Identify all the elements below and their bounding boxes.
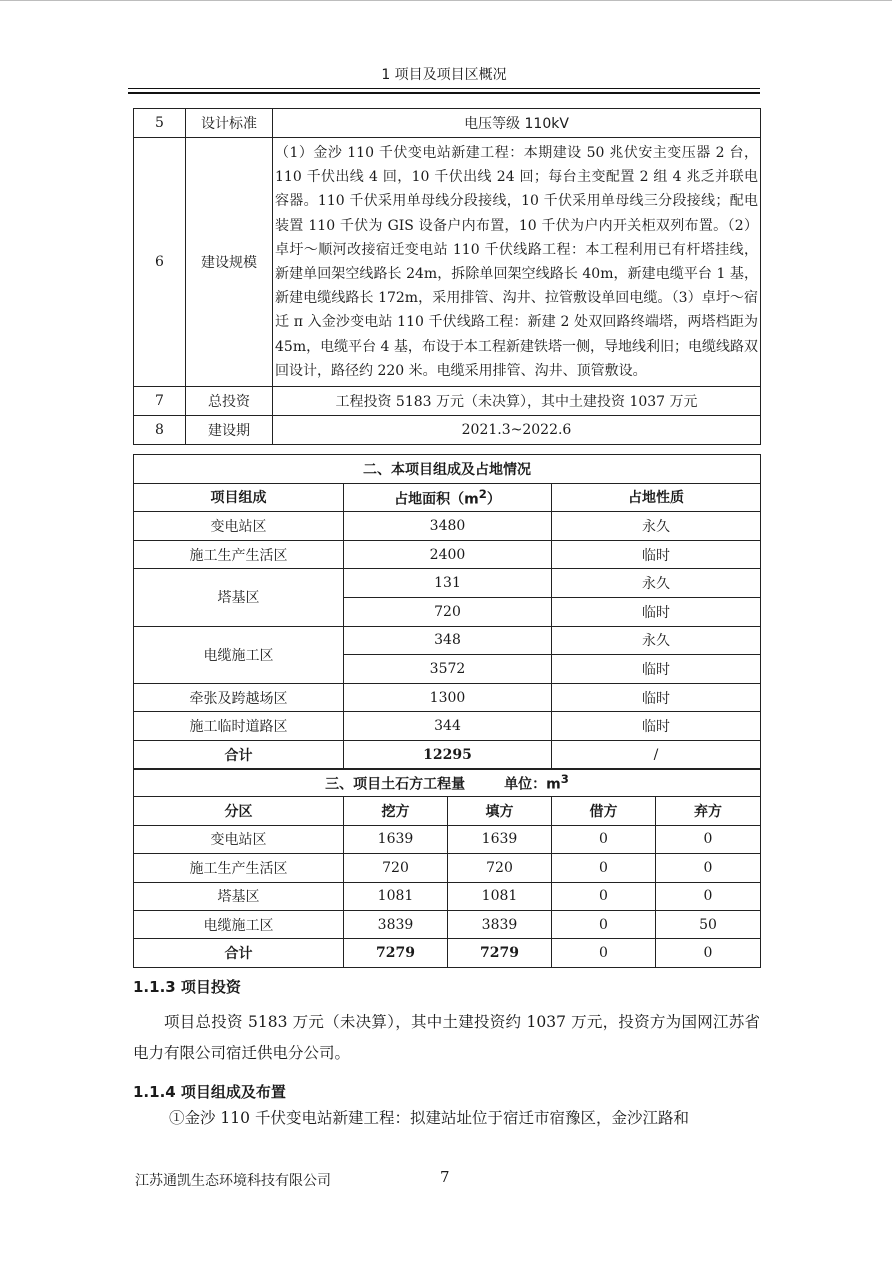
fill-value: 3839 xyxy=(448,910,552,938)
table-row xyxy=(134,825,761,853)
column-header-area xyxy=(344,483,552,512)
nature-value: 永久 xyxy=(552,626,761,655)
section-title: 二、本项目组成及占地情况 xyxy=(134,455,761,484)
zone-name: 施工生产生活区 xyxy=(134,854,344,882)
page-number: 7 xyxy=(440,1168,450,1186)
component-name: 施工临时道路区 xyxy=(134,712,344,741)
construction-scale-text: （1）金沙 110 千伏变电站新建工程：本期建设 50 兆伏安主变压器 2 台，110 千伏出线 4 回，10 千伏出线 24 回；每台主变配置 2 组 4 兆乏并联电容器。110 千伏采用单母线分段接线，10 千伏采用单母线三分段接线；配电装置 110 千伏为 GIS 设备户内布置，10 千伏为户内开关柜双列布置。（2）卓圩～顺河改接宿迁变电站 110 千伏线路工程：本工程利用已有杆塔挂线，新建单回架空线路长 24m，拆除单回架空线路长 40m，新建电缆平台 1 基，新建电缆线路长 172m，采用排管、沟井、拉管敷设单回电缆。（3）卓圩～宿迁 π 入金沙变电站 110 千伏线路工程：新建 2 处双回路终端塔，两塔档距为 45m，电缆平台 4 基，布设于本工程新建铁塔一侧，导地线利旧；电缆线路双回设计，路径约 220 米。电缆采用排管、沟井、顶管敷设。 xyxy=(273,138,761,387)
nature-value: 永久 xyxy=(552,569,761,598)
table-row xyxy=(134,626,761,655)
excavation-value: 3839 xyxy=(344,910,448,938)
excavation-value: 1081 xyxy=(344,882,448,910)
row-number: 7 xyxy=(134,387,186,416)
header-rule-thin xyxy=(128,88,760,89)
earthwork-title: 三、项目土石方工程量 xyxy=(325,776,466,793)
table-row xyxy=(134,109,761,138)
fill-total: 7279 xyxy=(448,939,552,967)
land-use-table xyxy=(133,454,761,770)
table-row xyxy=(134,910,761,938)
section-heading-1-1-4: 1.1.4 项目组成及布置 xyxy=(133,1083,286,1101)
row-label: 设计标准 xyxy=(186,109,273,138)
area-value: 2400 xyxy=(344,540,552,569)
component-name: 牵张及跨越场区 xyxy=(134,683,344,712)
table-row xyxy=(134,138,761,387)
investment-paragraph: 项目总投资 5183 万元（未决算），其中土建投资约 1037 万元，投资方为国网江苏省电力有限公司宿迁供电分公司。 xyxy=(133,1013,760,1062)
fill-value: 1639 xyxy=(448,825,552,853)
section-header-row xyxy=(134,769,761,797)
waste-value: 0 xyxy=(656,882,761,910)
table-row xyxy=(134,854,761,882)
area-value: 720 xyxy=(344,597,552,626)
row-number: 8 xyxy=(134,416,186,445)
section-title xyxy=(134,769,761,797)
project-basic-info-table xyxy=(133,108,761,445)
zone-name: 变电站区 xyxy=(134,825,344,853)
table-row xyxy=(134,540,761,569)
earthwork-table xyxy=(133,768,761,968)
unit-superscript: 3 xyxy=(560,771,569,786)
nature-value: 临时 xyxy=(552,540,761,569)
borrow-total: 0 xyxy=(552,939,656,967)
row-value: 电压等级 110kV xyxy=(273,109,761,138)
component-name: 施工生产生活区 xyxy=(134,540,344,569)
table-row xyxy=(134,416,761,445)
zone-name: 塔基区 xyxy=(134,882,344,910)
area-value: 348 xyxy=(344,626,552,655)
column-header-nature: 占地性质 xyxy=(552,483,761,512)
row-value: 工程投资 5183 万元（未决算），其中土建投资 1037 万元 xyxy=(273,387,761,416)
layout-paragraph: ①金沙 110 千伏变电站新建工程：拟建站址位于宿迁市宿豫区，金沙江路和 xyxy=(169,1109,689,1127)
component-name: 变电站区 xyxy=(134,512,344,541)
table-row xyxy=(134,512,761,541)
unit-label: 单位：m xyxy=(504,776,561,793)
table-row xyxy=(134,387,761,416)
column-header-row xyxy=(134,483,761,512)
excavation-value: 1639 xyxy=(344,825,448,853)
component-name: 电缆施工区 xyxy=(134,626,344,683)
column-header-waste: 弃方 xyxy=(656,797,761,825)
nature-value: 临时 xyxy=(552,712,761,741)
fill-value: 720 xyxy=(448,854,552,882)
waste-value: 50 xyxy=(656,910,761,938)
row-label: 总投资 xyxy=(186,387,273,416)
row-label: 建设规模 xyxy=(186,138,273,387)
section-heading-1-1-3: 1.1.3 项目投资 xyxy=(133,978,241,996)
waste-total: 0 xyxy=(656,939,761,967)
waste-value: 0 xyxy=(656,825,761,853)
header-rule-thick xyxy=(128,92,760,94)
zone-name: 电缆施工区 xyxy=(134,910,344,938)
borrow-value: 0 xyxy=(552,854,656,882)
footer-company: 江苏通凯生态环境科技有限公司 xyxy=(135,1173,331,1189)
area-value: 1300 xyxy=(344,683,552,712)
fill-value: 1081 xyxy=(448,882,552,910)
area-value: 131 xyxy=(344,569,552,598)
borrow-value: 0 xyxy=(552,882,656,910)
column-header-row xyxy=(134,797,761,825)
area-value: 344 xyxy=(344,712,552,741)
total-area: 12295 xyxy=(344,740,552,769)
area-header-close: ） xyxy=(486,491,501,508)
area-value: 3572 xyxy=(344,655,552,684)
top-border-rule xyxy=(0,0,892,1)
area-header-text: 占地面积（m xyxy=(394,491,479,508)
total-row xyxy=(134,939,761,967)
table-row xyxy=(134,712,761,741)
total-label: 合计 xyxy=(134,740,344,769)
row-number: 6 xyxy=(134,138,186,387)
section-header-row xyxy=(134,455,761,484)
excavation-total: 7279 xyxy=(344,939,448,967)
row-number: 5 xyxy=(134,109,186,138)
table-row xyxy=(134,882,761,910)
column-header-fill: 填方 xyxy=(448,797,552,825)
borrow-value: 0 xyxy=(552,910,656,938)
component-name: 塔基区 xyxy=(134,569,344,626)
total-row xyxy=(134,740,761,769)
column-header-borrow: 借方 xyxy=(552,797,656,825)
nature-value: 临时 xyxy=(552,655,761,684)
borrow-value: 0 xyxy=(552,825,656,853)
table-row xyxy=(134,569,761,598)
column-header-zone: 分区 xyxy=(134,797,344,825)
total-label: 合计 xyxy=(134,939,344,967)
area-value: 3480 xyxy=(344,512,552,541)
nature-value: 永久 xyxy=(552,512,761,541)
nature-value: 临时 xyxy=(552,597,761,626)
column-header-excavation: 挖方 xyxy=(344,797,448,825)
column-header-component: 项目组成 xyxy=(134,483,344,512)
waste-value: 0 xyxy=(656,854,761,882)
total-nature: / xyxy=(552,740,761,769)
row-label: 建设期 xyxy=(186,416,273,445)
table-row xyxy=(134,683,761,712)
row-value: 2021.3~2022.6 xyxy=(273,416,761,445)
area-header-superscript: 2 xyxy=(478,486,487,501)
nature-value: 临时 xyxy=(552,683,761,712)
excavation-value: 720 xyxy=(344,854,448,882)
running-header: 1 项目及项目区概况 xyxy=(381,67,507,83)
